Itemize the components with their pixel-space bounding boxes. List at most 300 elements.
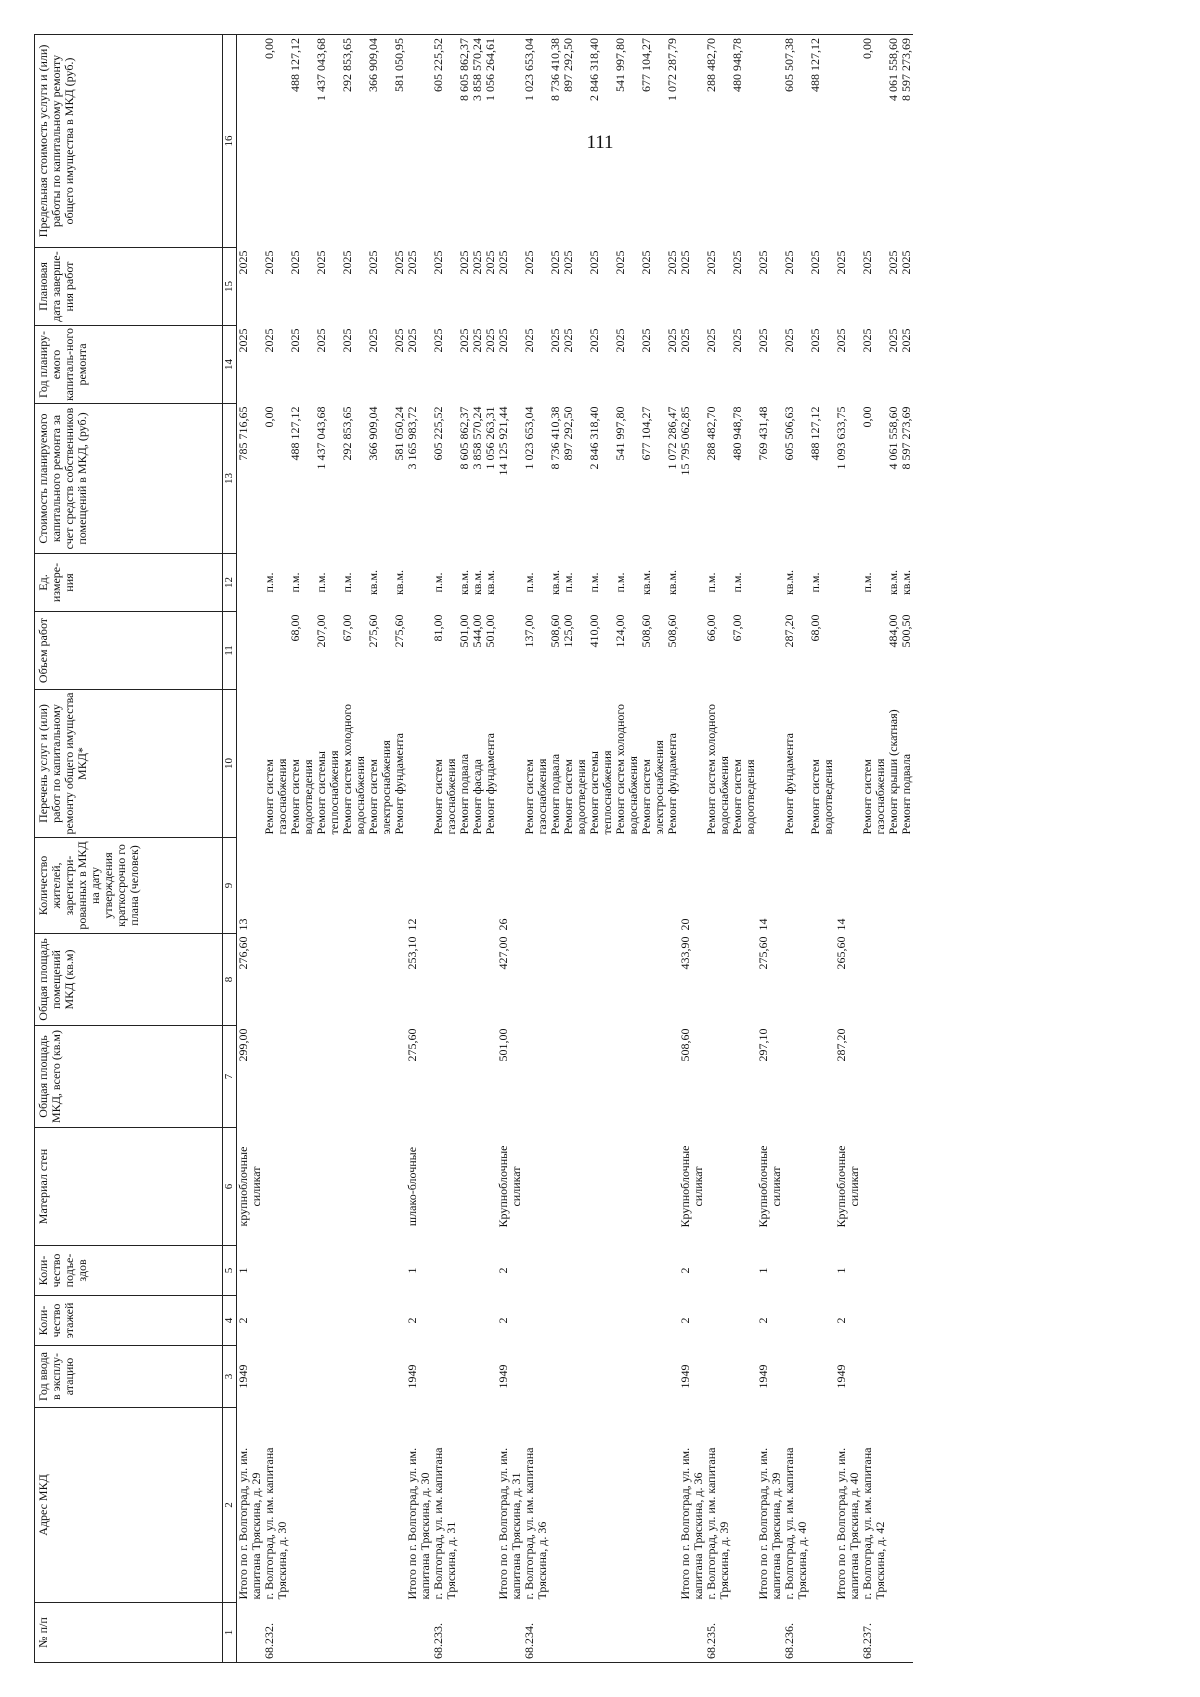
unit-cell: п.м. — [262, 572, 276, 593]
row-number — [341, 1603, 367, 1663]
plan-year-cell: 2025 — [834, 328, 848, 353]
total-area-cell — [523, 1026, 549, 1128]
end-date-cell: 2025 — [886, 250, 900, 275]
unit-cell: кв.м. — [886, 569, 900, 596]
work-type-cell — [679, 690, 705, 838]
year-cell — [263, 1346, 289, 1408]
unit-cell — [835, 554, 861, 612]
end-date-cell: 2025 — [405, 250, 419, 275]
column-header: Предельная стоимость услуги и (или) работы по капитальному ремонту общего имущества в МКД (руб.) — [35, 35, 223, 248]
floors-cell: 2 — [405, 1317, 419, 1324]
work-type-cell: Ремонт систем электроснабжения — [639, 740, 666, 835]
year-cell — [458, 1346, 471, 1408]
work-type-cell: Ремонт систем электроснабжения — [366, 740, 393, 835]
end-date-cell: 2025 — [613, 250, 627, 275]
total-area-cell — [458, 1026, 471, 1128]
cost-cell: 4 061 558,60 — [886, 406, 900, 470]
plan-year-cell: 2025 — [522, 328, 536, 353]
plan-year-cell: 2025 — [470, 328, 484, 353]
max-cost-cell: 1 023 653,04 — [523, 35, 549, 248]
plan-year-cell: 2025 — [860, 328, 874, 353]
row-number — [887, 1603, 900, 1663]
total-area-cell: 275,60 — [405, 1028, 419, 1062]
end-date-cell: 2025 — [457, 250, 471, 275]
unit-cell — [237, 554, 264, 612]
end-date-cell: 2025 — [860, 250, 874, 275]
address-cell — [471, 1408, 484, 1603]
entrances-cell — [341, 1246, 367, 1296]
year-cell: 1949 — [405, 1364, 419, 1389]
cost-cell: 897 292,50 — [561, 406, 575, 461]
unit-cell — [497, 554, 523, 612]
premises-area-cell: 265,60 — [834, 936, 848, 970]
unit-cell: п.м. — [314, 572, 328, 593]
table-row — [640, 35, 666, 1663]
max-cost-cell: 1 056 264,61 — [484, 35, 497, 248]
wall-material-cell — [263, 1128, 289, 1246]
wall-material-cell — [562, 1128, 588, 1246]
column-number: 13 — [223, 404, 237, 554]
address-cell — [900, 1408, 913, 1603]
column-number: 7 — [223, 1026, 237, 1128]
table-row — [614, 35, 640, 1663]
cost-cell: 1 072 286,47 — [665, 406, 679, 470]
year-cell — [809, 1346, 835, 1408]
work-type-cell: Ремонт системы теплоснабжения — [314, 750, 341, 835]
volume-cell: 137,00 — [522, 614, 536, 648]
entrances-cell — [562, 1246, 588, 1296]
max-cost-cell: 488 127,12 — [289, 35, 315, 248]
residents-cell — [432, 838, 458, 934]
cost-cell: 488 127,12 — [288, 406, 302, 461]
plan-year-cell: 2025 — [899, 328, 913, 353]
table-row — [393, 35, 406, 1663]
max-cost-cell: 366 909,04 — [367, 35, 393, 248]
end-date-cell: 2025 — [470, 250, 484, 275]
address-cell: г. Волгоград, ул. им. капитана Тряскина, д. 31 — [431, 1447, 458, 1600]
residents-cell: 14 — [834, 918, 848, 931]
repair-plan-table — [34, 34, 913, 1663]
entrances-cell — [367, 1246, 393, 1296]
work-type-cell: Ремонт систем холодного водоснабжения — [613, 703, 640, 835]
premises-area-cell — [783, 934, 809, 1026]
residents-cell — [588, 838, 614, 934]
plan-year-cell: 2025 — [314, 328, 328, 353]
wall-material-cell: Крупноблочные силикат — [678, 1145, 705, 1228]
volume-cell: 501,00 — [457, 614, 471, 648]
premises-area-cell — [523, 934, 549, 1026]
year-cell — [705, 1346, 731, 1408]
plan-year-cell: 2025 — [678, 328, 692, 353]
residents-cell — [705, 838, 731, 934]
total-area-cell — [809, 1026, 835, 1128]
cost-cell: 677 104,27 — [639, 406, 653, 461]
year-cell — [887, 1346, 900, 1408]
column-number: 1 — [223, 1603, 237, 1663]
premises-area-cell — [471, 934, 484, 1026]
address-cell: Итого по г. Волгоград, ул. им. капитана Тряскина, д. 29 — [236, 1447, 263, 1600]
end-date-cell: 2025 — [834, 250, 848, 275]
volume-cell — [757, 612, 783, 690]
row-number — [289, 1603, 315, 1663]
premises-area-cell — [367, 934, 393, 1026]
column-header: Адрес МКД — [35, 1408, 223, 1603]
end-date-cell: 2025 — [756, 250, 770, 275]
volume-cell — [237, 612, 264, 690]
column-number: 14 — [223, 326, 237, 404]
end-date-cell: 2025 — [704, 250, 718, 275]
floors-cell — [341, 1296, 367, 1346]
entrances-cell: 1 — [236, 1267, 250, 1274]
work-type-cell: Ремонт систем холодного водоснабжения — [704, 703, 731, 835]
table-header-row — [35, 35, 223, 1663]
row-number — [900, 1603, 913, 1663]
volume-cell: 287,20 — [782, 614, 796, 648]
unit-cell: кв.м. — [470, 569, 484, 596]
entrances-cell: 2 — [678, 1267, 692, 1274]
row-number — [367, 1603, 393, 1663]
max-cost-cell: 605 225,52 — [432, 35, 458, 248]
year-cell — [614, 1346, 640, 1408]
work-type-cell: Ремонт систем газоснабжения — [431, 758, 458, 835]
table-row — [900, 35, 913, 1663]
row-number — [484, 1603, 497, 1663]
column-header: № п/п — [35, 1603, 223, 1663]
column-header: Год ввода в эксплу-атацию — [35, 1346, 223, 1408]
plan-year-cell: 2025 — [561, 328, 575, 353]
table-row — [861, 35, 887, 1663]
entrances-cell — [900, 1246, 913, 1296]
year-cell — [549, 1346, 562, 1408]
residents-cell: 26 — [496, 918, 510, 931]
table-row — [588, 35, 614, 1663]
entrances-cell — [640, 1246, 666, 1296]
residents-cell — [523, 838, 549, 934]
end-date-cell: 2025 — [522, 250, 536, 275]
column-number: 15 — [223, 248, 237, 326]
residents-cell: 12 — [405, 918, 419, 931]
cost-cell: 8 605 862,37 — [457, 406, 471, 470]
year-cell — [783, 1346, 809, 1408]
residents-cell — [640, 838, 666, 934]
address-cell: Итого по г. Волгоград, ул. им. капитана Тряскина, д. 39 — [756, 1447, 783, 1600]
column-number: 9 — [223, 838, 237, 934]
address-cell — [315, 1408, 341, 1603]
address-cell — [289, 1408, 315, 1603]
address-cell — [549, 1408, 562, 1603]
premises-area-cell — [549, 934, 562, 1026]
unit-cell: кв.м. — [899, 569, 913, 596]
end-date-cell: 2025 — [808, 250, 822, 275]
wall-material-cell — [367, 1128, 393, 1246]
table-row — [497, 35, 523, 1663]
row-number: 68.233. — [432, 1603, 458, 1663]
work-type-cell — [497, 690, 523, 838]
plan-year-cell: 2025 — [457, 328, 471, 353]
max-cost-cell: 541 997,80 — [614, 35, 640, 248]
floors-cell — [861, 1296, 887, 1346]
cost-cell: 15 795 062,85 — [678, 406, 692, 476]
column-header: Объем работ — [35, 612, 223, 690]
volume-cell: 68,00 — [808, 614, 822, 642]
max-cost-cell: 288 482,70 — [705, 35, 731, 248]
work-type-cell: Ремонт систем водоотведения — [730, 759, 757, 835]
total-area-cell: 287,20 — [834, 1028, 848, 1062]
premises-area-cell — [900, 934, 913, 1026]
end-date-cell: 2025 — [262, 250, 276, 275]
volume-cell: 508,60 — [639, 614, 653, 648]
total-area-cell — [861, 1026, 887, 1128]
total-area-cell: 299,00 — [236, 1028, 250, 1062]
address-cell — [458, 1408, 471, 1603]
year-cell — [471, 1346, 484, 1408]
premises-area-cell — [861, 934, 887, 1026]
work-type-cell: Ремонт систем холодного водоснабжения — [340, 703, 367, 835]
unit-cell: п.м. — [613, 572, 627, 593]
max-cost-cell: 677 104,27 — [640, 35, 666, 248]
cost-cell: 769 431,48 — [756, 406, 770, 461]
cost-cell: 14 125 921,44 — [496, 406, 510, 476]
residents-cell — [315, 838, 341, 934]
entrances-cell — [549, 1246, 562, 1296]
cost-cell: 1 056 263,31 — [483, 406, 497, 470]
entrances-cell: 1 — [756, 1267, 770, 1274]
row-number: 68.237. — [861, 1603, 887, 1663]
max-cost-cell: 4 061 558,60 — [887, 35, 900, 248]
unit-cell: кв.м. — [548, 569, 562, 596]
year-cell: 1949 — [236, 1364, 250, 1389]
floors-cell — [263, 1296, 289, 1346]
row-number — [835, 1603, 861, 1663]
premises-area-cell: 275,60 — [756, 936, 770, 970]
table-row — [315, 35, 341, 1663]
volume-cell: 410,00 — [587, 614, 601, 648]
max-cost-cell: 8 597 273,69 — [900, 35, 913, 248]
unit-cell: п.м. — [561, 572, 575, 593]
year-cell — [367, 1346, 393, 1408]
volume-cell: 207,00 — [314, 614, 328, 648]
volume-cell — [497, 612, 523, 690]
volume-cell — [406, 612, 432, 690]
row-number — [458, 1603, 471, 1663]
volume-cell — [835, 612, 861, 690]
unit-cell: кв.м. — [782, 569, 796, 596]
max-cost-cell — [757, 35, 783, 248]
floors-cell — [289, 1296, 315, 1346]
year-cell — [731, 1346, 757, 1408]
unit-cell: кв.м. — [457, 569, 471, 596]
table-row — [562, 35, 588, 1663]
column-header: Материал стен — [35, 1128, 223, 1246]
cost-cell: 1 093 633,75 — [834, 406, 848, 470]
year-cell — [432, 1346, 458, 1408]
work-type-cell: Ремонт фасада — [470, 759, 484, 835]
year-cell: 1949 — [834, 1364, 848, 1389]
address-cell — [367, 1408, 393, 1603]
entrances-cell — [588, 1246, 614, 1296]
premises-area-cell — [887, 934, 900, 1026]
column-number: 6 — [223, 1128, 237, 1246]
wall-material-cell — [458, 1128, 471, 1246]
floors-cell — [367, 1296, 393, 1346]
volume-cell: 67,00 — [340, 614, 354, 642]
entrances-cell — [471, 1246, 484, 1296]
plan-year-cell: 2025 — [288, 328, 302, 353]
column-number: 10 — [223, 690, 237, 838]
wall-material-cell: шлако-блочные — [405, 1146, 419, 1227]
table-row — [731, 35, 757, 1663]
cost-cell: 2 846 318,40 — [587, 406, 601, 470]
entrances-cell — [731, 1246, 757, 1296]
unit-cell: кв.м. — [639, 569, 653, 596]
end-date-cell: 2025 — [548, 250, 562, 275]
volume-cell — [263, 612, 289, 690]
cost-cell: 1 437 043,68 — [314, 406, 328, 470]
wall-material-cell: Крупноблочные силикат — [496, 1145, 523, 1228]
total-area-cell — [731, 1026, 757, 1128]
work-type-cell: Ремонт систем газоснабжения — [522, 758, 549, 835]
end-date-cell: 2025 — [340, 250, 354, 275]
unit-cell: п.м. — [288, 572, 302, 593]
row-number — [809, 1603, 835, 1663]
max-cost-cell: 0,00 — [263, 35, 289, 248]
premises-area-cell — [263, 934, 289, 1026]
row-number — [731, 1603, 757, 1663]
premises-area-cell — [289, 934, 315, 1026]
table-row — [263, 35, 289, 1663]
table-row — [341, 35, 367, 1663]
column-number: 3 — [223, 1346, 237, 1408]
residents-cell — [289, 838, 315, 934]
wall-material-cell — [861, 1128, 887, 1246]
entrances-cell — [809, 1246, 835, 1296]
address-cell — [341, 1408, 367, 1603]
table-row — [705, 35, 731, 1663]
rotated-table-container — [34, 35, 1166, 1663]
end-date-cell: 2025 — [496, 250, 510, 275]
work-type-cell: Ремонт фундамента — [665, 733, 679, 835]
address-cell — [588, 1408, 614, 1603]
plan-year-cell: 2025 — [587, 328, 601, 353]
entrances-cell — [263, 1246, 289, 1296]
residents-cell — [562, 838, 588, 934]
address-cell — [887, 1408, 900, 1603]
row-number — [588, 1603, 614, 1663]
total-area-cell — [367, 1026, 393, 1128]
entrances-cell: 1 — [834, 1267, 848, 1274]
work-type-cell — [757, 690, 783, 838]
total-area-cell — [588, 1026, 614, 1128]
work-type-cell: Ремонт фундамента — [782, 733, 796, 835]
residents-cell — [861, 838, 887, 934]
address-cell — [809, 1408, 835, 1603]
entrances-cell — [315, 1246, 341, 1296]
table-row — [549, 35, 562, 1663]
floors-cell: 2 — [756, 1317, 770, 1324]
premises-area-cell — [458, 934, 471, 1026]
end-date-cell: 2025 — [483, 250, 497, 275]
work-type-cell: Ремонт систем водоотведения — [808, 759, 835, 835]
address-cell — [562, 1408, 588, 1603]
address-cell — [640, 1408, 666, 1603]
volume-cell: 68,00 — [288, 614, 302, 642]
work-type-cell: Ремонт крыши (скатная) — [886, 709, 900, 835]
total-area-cell: 508,60 — [678, 1028, 692, 1062]
residents-cell — [263, 838, 289, 934]
address-cell — [731, 1408, 757, 1603]
column-header: Коли-чество подъе-здов — [35, 1246, 223, 1296]
total-area-cell — [549, 1026, 562, 1128]
column-number: 8 — [223, 934, 237, 1026]
volume-cell: 484,00 — [886, 614, 900, 648]
table-row — [458, 35, 471, 1663]
max-cost-cell — [679, 35, 705, 248]
max-cost-cell: 0,00 — [861, 35, 887, 248]
table-row — [237, 35, 264, 1663]
premises-area-cell — [705, 934, 731, 1026]
floors-cell — [640, 1296, 666, 1346]
plan-year-cell: 2025 — [665, 328, 679, 353]
cost-cell: 488 127,12 — [808, 406, 822, 461]
address-cell — [614, 1408, 640, 1603]
residents-cell — [809, 838, 835, 934]
wall-material-cell: крупноблочные силикат — [236, 1146, 263, 1227]
year-cell — [640, 1346, 666, 1408]
year-cell: 1949 — [496, 1364, 510, 1389]
table-row — [887, 35, 900, 1663]
year-cell — [315, 1346, 341, 1408]
entrances-cell — [614, 1246, 640, 1296]
year-cell: 1949 — [756, 1364, 770, 1389]
total-area-cell — [614, 1026, 640, 1128]
wall-material-cell — [341, 1128, 367, 1246]
total-area-cell — [640, 1026, 666, 1128]
address-cell: г. Волгоград, ул. им. капитана Тряскина, д. 39 — [704, 1447, 731, 1600]
cost-cell: 8 736 410,38 — [548, 406, 562, 470]
work-type-cell: Ремонт фундамента — [392, 733, 406, 835]
cost-cell: 8 597 273,69 — [899, 406, 913, 470]
volume-cell: 508,60 — [548, 614, 562, 648]
row-number — [614, 1603, 640, 1663]
max-cost-cell: 8 736 410,38 — [549, 35, 562, 248]
plan-year-cell: 2025 — [496, 328, 510, 353]
end-date-cell: 2025 — [431, 250, 445, 275]
premises-area-cell: 253,10 — [405, 936, 419, 970]
premises-area-cell — [809, 934, 835, 1026]
plan-year-cell: 2025 — [262, 328, 276, 353]
wall-material-cell — [809, 1128, 835, 1246]
end-date-cell: 2025 — [236, 250, 250, 275]
total-area-cell — [341, 1026, 367, 1128]
column-header: Количество жителей, зарегистри-рованных в МКД на дату утверждения краткосрочно го плана (человек) — [35, 838, 223, 934]
premises-area-cell — [341, 934, 367, 1026]
residents-cell: 14 — [756, 918, 770, 931]
work-type-cell: Ремонт систем водоотведения — [561, 759, 588, 835]
total-area-cell — [705, 1026, 731, 1128]
volume-cell: 125,00 — [561, 614, 575, 648]
total-area-cell — [315, 1026, 341, 1128]
premises-area-cell: 276,60 — [236, 936, 250, 970]
cost-cell: 292 853,65 — [340, 406, 354, 461]
address-cell: Итого по г. Волгоград, ул. им. капитана Тряскина, д. 30 — [405, 1447, 432, 1600]
row-number — [666, 1603, 679, 1663]
residents-cell — [900, 838, 913, 934]
floors-cell — [783, 1296, 809, 1346]
max-cost-cell: 3 858 570,24 — [471, 35, 484, 248]
wall-material-cell — [705, 1128, 731, 1246]
address-cell: г. Волгоград, ул. им. капитана Тряскина, д. 42 — [860, 1447, 887, 1600]
wall-material-cell: Крупноблочные силикат — [756, 1145, 783, 1228]
